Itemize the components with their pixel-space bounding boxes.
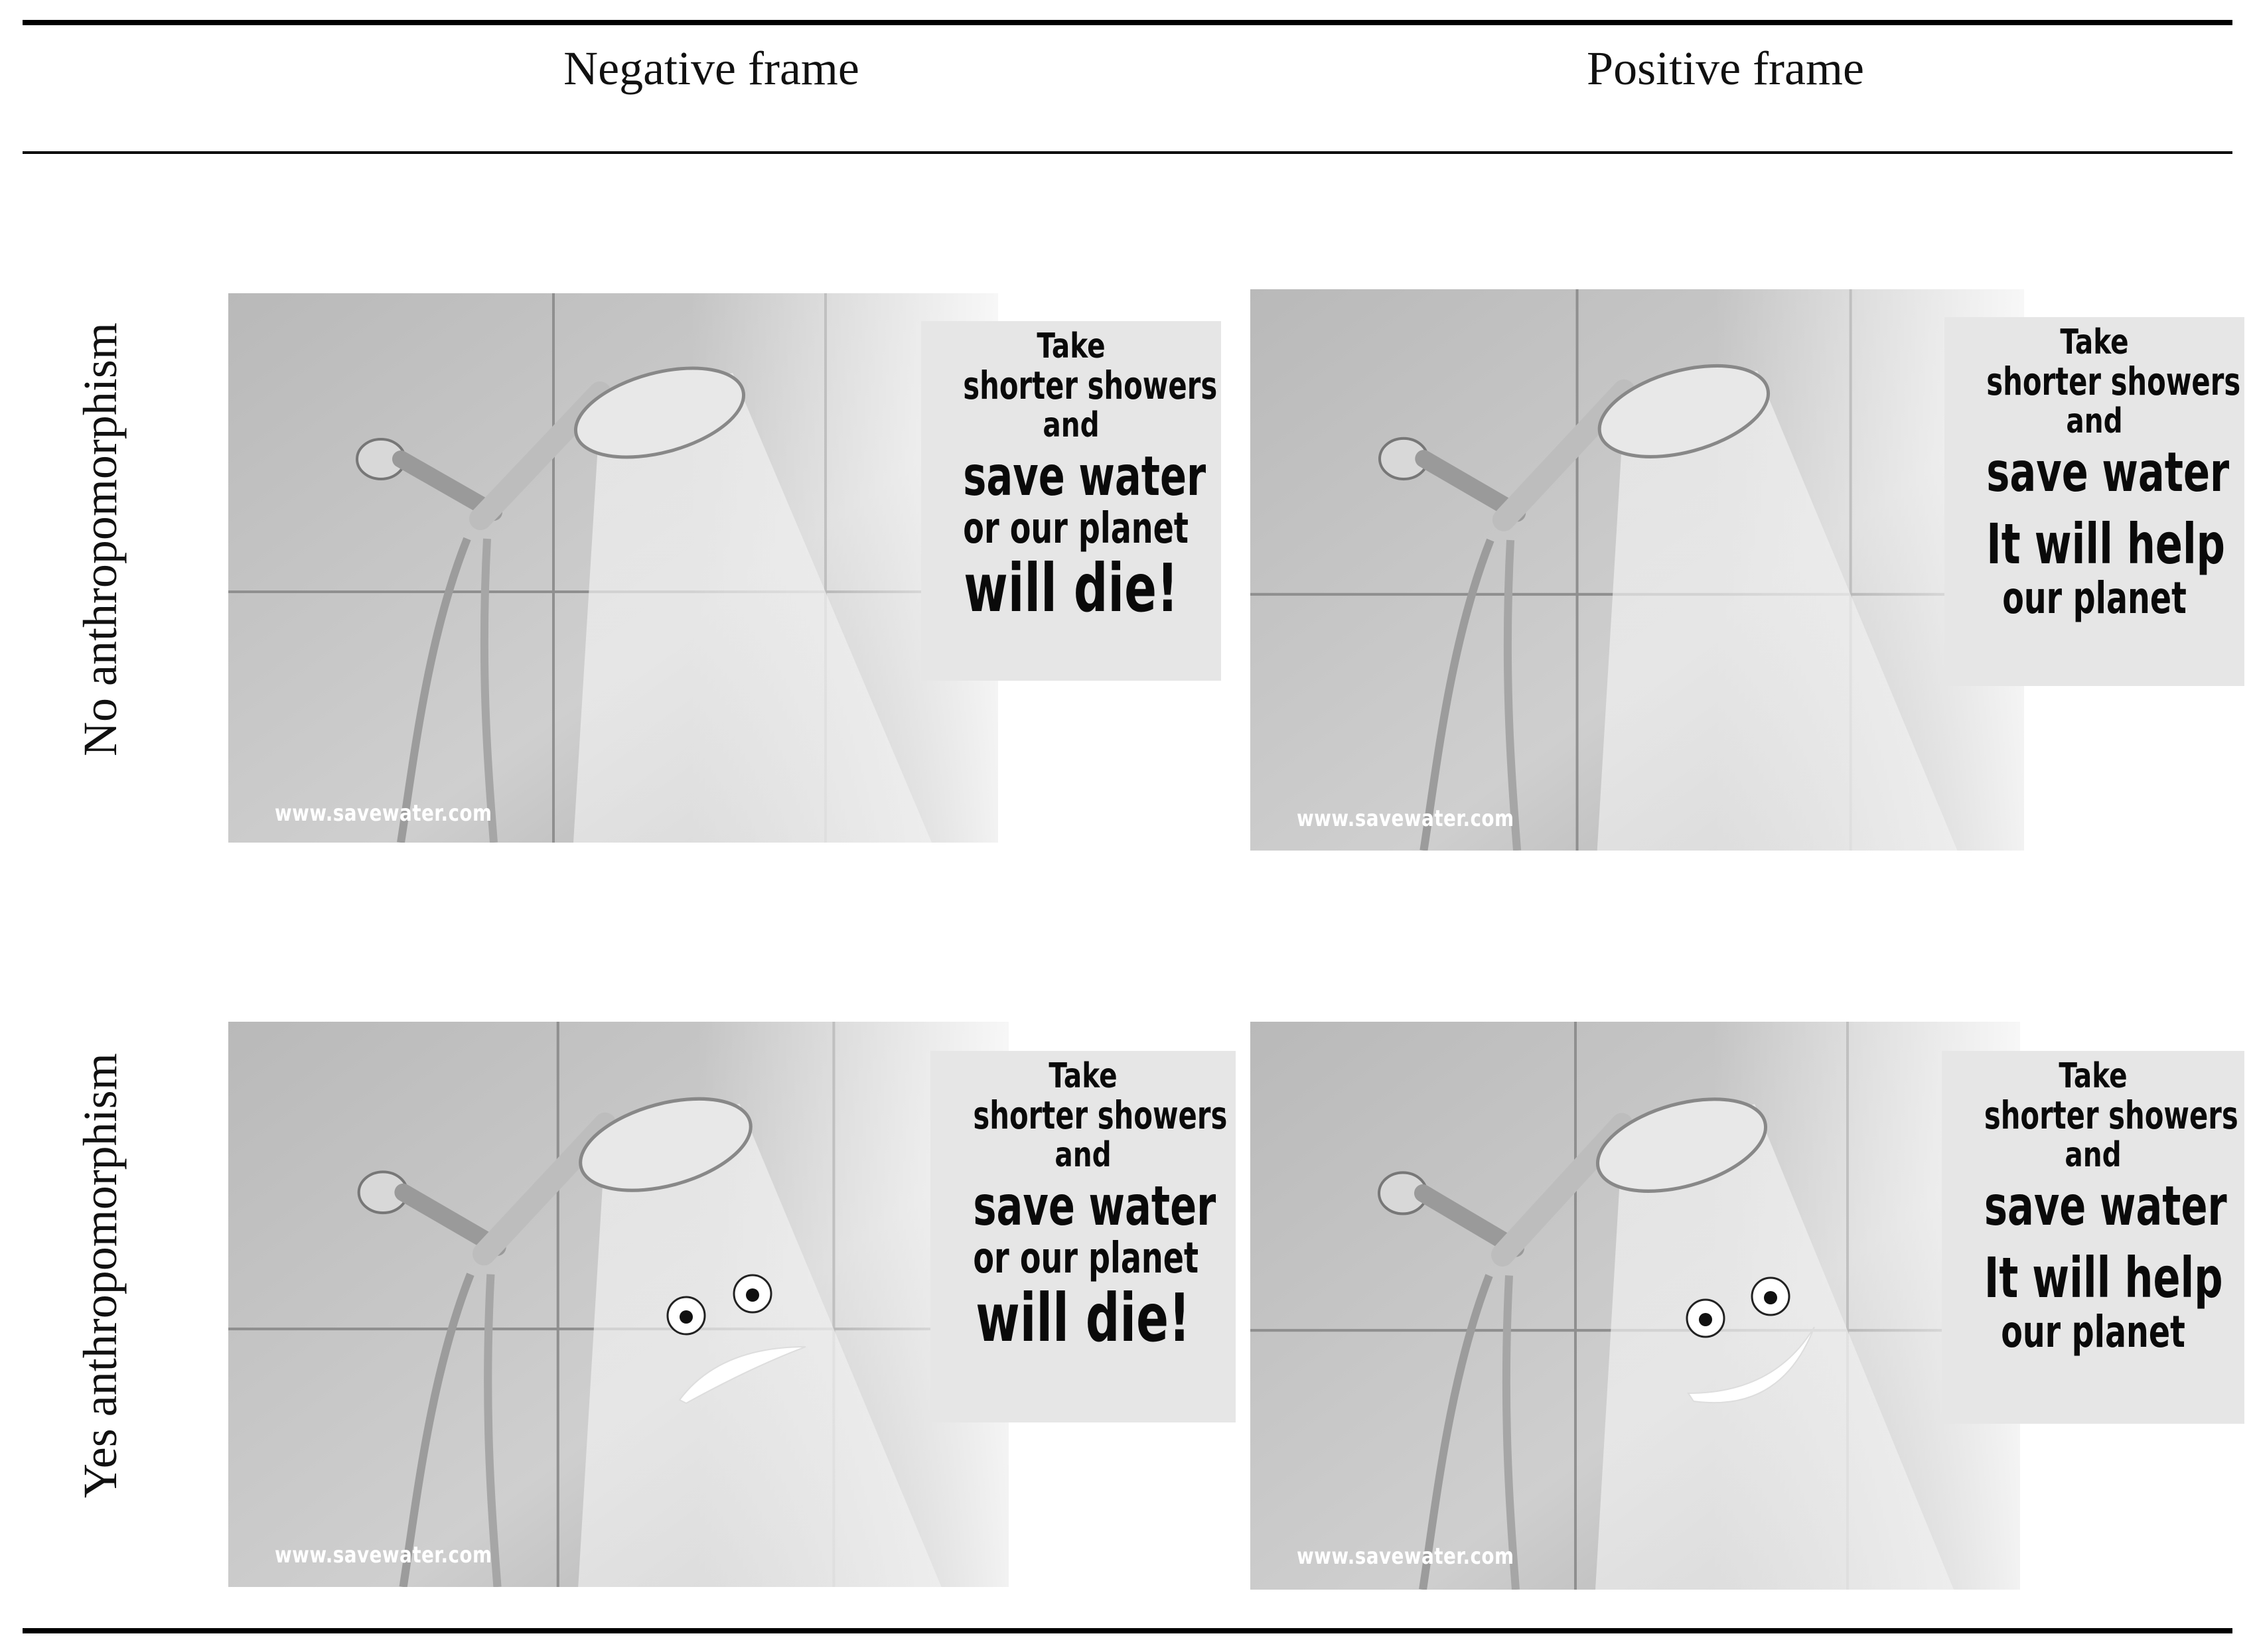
ad-positive-yes-anthropomorphism xyxy=(1250,1022,2020,1590)
sad-face-icon xyxy=(228,1022,1009,1587)
ad-positive-no-anthropomorphism xyxy=(1250,289,2024,851)
message-line-take: Take xyxy=(1037,326,1106,366)
message-line-and: and xyxy=(1055,1135,1112,1175)
message-line-take: Take xyxy=(2060,322,2129,362)
message-line-will-die: will die! xyxy=(964,549,1179,627)
ad-negative-no-anthropomorphism xyxy=(228,293,998,843)
message-line-or-our-planet: or our planet xyxy=(963,504,1189,554)
table-header-rule xyxy=(23,151,2232,154)
message-line-and: and xyxy=(2065,1135,2122,1175)
message-line-it-will-help: It will help xyxy=(1984,1245,2223,1311)
message-box-positive xyxy=(1942,1051,2244,1424)
column-header-negative: Negative frame xyxy=(563,42,859,95)
message-line-save-water: save water xyxy=(963,445,1206,508)
message-box-negative xyxy=(921,321,1221,681)
shower-photo xyxy=(228,293,998,843)
message-line-and: and xyxy=(2066,401,2123,441)
message-line-take: Take xyxy=(2059,1056,2128,1096)
message-line-save-water: save water xyxy=(1986,441,2230,504)
website-url: www.savewater.com xyxy=(275,800,492,827)
message-line-shorter-showers: shorter showers xyxy=(963,363,1218,409)
message-line-shorter-showers: shorter showers xyxy=(1986,359,2241,405)
website-url: www.savewater.com xyxy=(275,1542,492,1568)
row-header-yes-anthropomorphism: Yes anthropomorphism xyxy=(74,1053,127,1498)
message-line-save-water: save water xyxy=(973,1174,1216,1238)
message-line-save-water: save water xyxy=(1984,1174,2227,1238)
message-box-negative xyxy=(930,1051,1236,1422)
table-bottom-rule xyxy=(23,1628,2232,1633)
message-box-positive xyxy=(1944,317,2244,686)
message-line-take: Take xyxy=(1049,1056,1118,1096)
message-line-our-planet: our planet xyxy=(2001,1306,2185,1358)
website-url: www.savewater.com xyxy=(1297,1543,1514,1570)
message-line-it-will-help: It will help xyxy=(1986,512,2225,577)
message-line-and: and xyxy=(1043,405,1100,445)
message-line-shorter-showers: shorter showers xyxy=(973,1093,1228,1138)
shower-photo xyxy=(1250,289,2024,851)
ad-negative-yes-anthropomorphism xyxy=(228,1022,1009,1587)
message-line-will-die: will die! xyxy=(976,1278,1191,1357)
row-header-no-anthropomorphism: No anthropomorphism xyxy=(74,322,127,756)
smiling-face-icon xyxy=(1250,1022,2020,1590)
message-line-our-planet: our planet xyxy=(2002,573,2187,624)
website-url: www.savewater.com xyxy=(1297,805,1514,832)
table-top-rule xyxy=(23,20,2232,25)
message-line-or-our-planet: or our planet xyxy=(973,1234,1199,1284)
message-line-shorter-showers: shorter showers xyxy=(1984,1093,2238,1138)
column-header-positive: Positive frame xyxy=(1587,42,1864,95)
